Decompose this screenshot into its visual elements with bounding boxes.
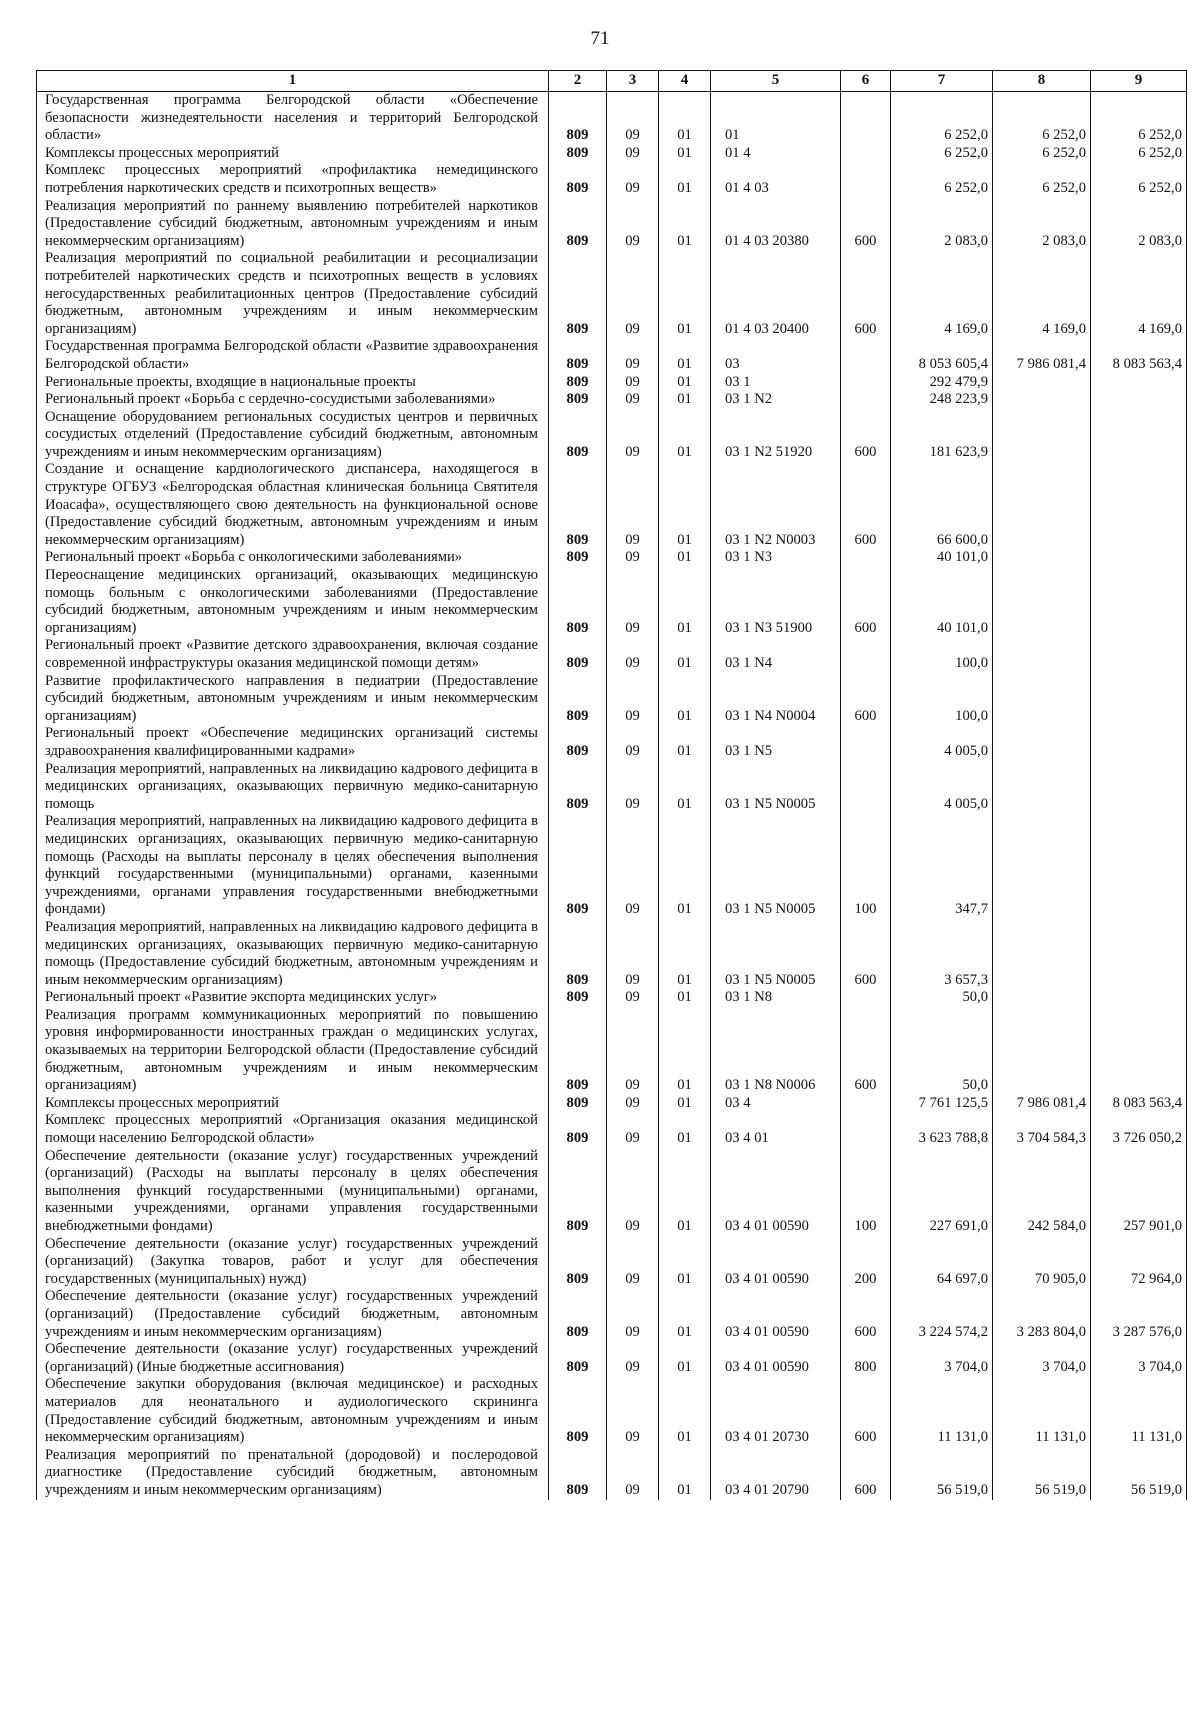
admin-code-cell: 809: [549, 145, 607, 163]
table-row: [37, 761, 1187, 814]
column-header: 5: [711, 71, 841, 92]
column-header: 7: [891, 71, 993, 92]
section-code-cell: 09: [607, 761, 659, 814]
table-row: [37, 673, 1187, 726]
amount-col-9-cell: [1091, 409, 1187, 462]
expense-type-code-cell: [841, 338, 891, 373]
expense-type-code-cell: [841, 391, 891, 409]
table-row: [37, 1341, 1187, 1376]
subsection-code-cell: 01: [659, 92, 711, 145]
section-code-cell: 09: [607, 162, 659, 197]
amount-col-9-cell: 3 287 576,0: [1091, 1288, 1187, 1341]
amount-col-9-cell: [1091, 461, 1187, 549]
amount-col-9-cell: 257 901,0: [1091, 1148, 1187, 1236]
subsection-code-cell: 01: [659, 374, 711, 392]
amount-col-8-cell: [993, 391, 1091, 409]
amount-col-7-cell: 100,0: [891, 673, 993, 726]
admin-code-cell: 809: [549, 989, 607, 1007]
target-item-code-cell: 01 4: [711, 145, 841, 163]
row-name-cell: Региональный проект «Развитие экспорта медицинских услуг»: [37, 989, 549, 1007]
amount-col-7-cell: 6 252,0: [891, 92, 993, 145]
row-name-cell: Реализация мероприятий по пренатальной (дородовой) и послеродовой диагностике (Предоставление субсидий бюджетным, автономным учреждениям и иным некоммерческим организациям): [37, 1447, 549, 1500]
amount-col-7-cell: 100,0: [891, 637, 993, 672]
admin-code-cell: 809: [549, 250, 607, 338]
amount-col-7-cell: 347,7: [891, 813, 993, 919]
row-name-cell: Обеспечение деятельности (оказание услуг) государственных учреждений (организаций) (Предоставление субсидий бюджетным, автономным учреждениям и иным некоммерческим организациям): [37, 1288, 549, 1341]
admin-code-cell: 809: [549, 1148, 607, 1236]
amount-col-7-cell: 40 101,0: [891, 549, 993, 567]
target-item-code-cell: 03 1 N5 N0005: [711, 813, 841, 919]
amount-col-8-cell: 242 584,0: [993, 1148, 1091, 1236]
subsection-code-cell: 01: [659, 391, 711, 409]
table-row: [37, 374, 1187, 392]
subsection-code-cell: 01: [659, 1236, 711, 1289]
target-item-code-cell: 03 1 N5: [711, 725, 841, 760]
row-name-cell: Реализация мероприятий, направленных на ликвидацию кадрового дефицита в медицинских организациях, оказывающих первичную медико-санитарную помощь (Предоставление субсидий бюджетным, автономным учреждениям и иным некоммерческим организациям): [37, 919, 549, 989]
amount-col-8-cell: 3 704 584,3: [993, 1112, 1091, 1147]
table-row: [37, 989, 1187, 1007]
amount-col-8-cell: [993, 549, 1091, 567]
amount-col-8-cell: 6 252,0: [993, 92, 1091, 145]
amount-col-8-cell: [993, 761, 1091, 814]
budget-table: [36, 70, 1187, 1500]
row-name-cell: Обеспечение деятельности (оказание услуг) государственных учреждений (организаций) (Расходы на выплаты персоналу в целях обеспечения выполнения функций государственными (муниципальными) органами, казенными учреждениями, органами управления государственными внебюджетными фондами): [37, 1148, 549, 1236]
subsection-code-cell: 01: [659, 549, 711, 567]
amount-col-9-cell: [1091, 919, 1187, 989]
column-header: 2: [549, 71, 607, 92]
table-row: [37, 92, 1187, 145]
row-name-cell: Реализация мероприятий, направленных на ликвидацию кадрового дефицита в медицинских организациях, оказывающих первичную медико-санитарную помощь: [37, 761, 549, 814]
table-row: [37, 1236, 1187, 1289]
admin-code-cell: 809: [549, 162, 607, 197]
amount-col-9-cell: 11 131,0: [1091, 1376, 1187, 1446]
subsection-code-cell: 01: [659, 1288, 711, 1341]
row-name-cell: Комплексы процессных мероприятий: [37, 1095, 549, 1113]
amount-col-8-cell: [993, 461, 1091, 549]
amount-col-8-cell: [993, 1007, 1091, 1095]
expense-type-code-cell: [841, 1112, 891, 1147]
target-item-code-cell: 03 4: [711, 1095, 841, 1113]
expense-type-code-cell: 200: [841, 1236, 891, 1289]
column-header: 4: [659, 71, 711, 92]
row-name-cell: Региональный проект «Обеспечение медицинских организаций системы здравоохранения квалифицированными кадрами»: [37, 725, 549, 760]
amount-col-7-cell: 11 131,0: [891, 1376, 993, 1446]
admin-code-cell: 809: [549, 673, 607, 726]
target-item-code-cell: 03 1 N4 N0004: [711, 673, 841, 726]
subsection-code-cell: 01: [659, 145, 711, 163]
admin-code-cell: 809: [549, 409, 607, 462]
row-name-cell: Обеспечение закупки оборудования (включая медицинское) и расходных материалов для неонатального и аудиологического скрининга (Предоставление субсидий бюджетным, автономным учреждениям и иным некоммерческим организациям): [37, 1376, 549, 1446]
amount-col-7-cell: 292 479,9: [891, 374, 993, 392]
admin-code-cell: 809: [549, 1447, 607, 1500]
section-code-cell: 09: [607, 1236, 659, 1289]
admin-code-cell: 809: [549, 1095, 607, 1113]
target-item-code-cell: 03 1 N5 N0005: [711, 761, 841, 814]
amount-col-8-cell: 6 252,0: [993, 145, 1091, 163]
amount-col-7-cell: 56 519,0: [891, 1447, 993, 1500]
admin-code-cell: 809: [549, 1288, 607, 1341]
row-name-cell: Реализация мероприятий, направленных на ликвидацию кадрового дефицита в медицинских организациях, оказывающих первичную медико-санитарную помощь (Расходы на выплаты персоналу в целях обеспечения выполнения функций государственными (муниципальными) органами, казенными учреждениями, органами управления государственными внебюджетными фондами): [37, 813, 549, 919]
amount-col-8-cell: 7 986 081,4: [993, 338, 1091, 373]
column-header: 3: [607, 71, 659, 92]
amount-col-8-cell: 4 169,0: [993, 250, 1091, 338]
expense-type-code-cell: [841, 374, 891, 392]
expense-type-code-cell: 600: [841, 1376, 891, 1446]
amount-col-8-cell: 11 131,0: [993, 1376, 1091, 1446]
admin-code-cell: 809: [549, 1341, 607, 1376]
amount-col-7-cell: 227 691,0: [891, 1148, 993, 1236]
row-name-cell: Оснащение оборудованием региональных сосудистых центров и первичных сосудистых отделений (Предоставление субсидий бюджетным, автономным учреждениям и иным некоммерческим организациям): [37, 409, 549, 462]
table-row: [37, 162, 1187, 197]
amount-col-8-cell: [993, 919, 1091, 989]
row-name-cell: Региональный проект «Борьба с сердечно-сосудистыми заболеваниями»: [37, 391, 549, 409]
amount-col-8-cell: 3 704,0: [993, 1341, 1091, 1376]
section-code-cell: 09: [607, 1288, 659, 1341]
expense-type-code-cell: [841, 637, 891, 672]
subsection-code-cell: 01: [659, 761, 711, 814]
column-header: 8: [993, 71, 1091, 92]
admin-code-cell: 809: [549, 725, 607, 760]
expense-type-code-cell: 600: [841, 919, 891, 989]
column-header: 6: [841, 71, 891, 92]
section-code-cell: 09: [607, 409, 659, 462]
subsection-code-cell: 01: [659, 919, 711, 989]
admin-code-cell: 809: [549, 549, 607, 567]
amount-col-7-cell: 50,0: [891, 1007, 993, 1095]
target-item-code-cell: 01 4 03: [711, 162, 841, 197]
expense-type-code-cell: 600: [841, 1447, 891, 1500]
row-name-cell: Обеспечение деятельности (оказание услуг) государственных учреждений (организаций) (Закупка товаров, работ и услуг для обеспечения государственных (муниципальных) нужд): [37, 1236, 549, 1289]
amount-col-7-cell: 248 223,9: [891, 391, 993, 409]
section-code-cell: 09: [607, 1112, 659, 1147]
admin-code-cell: 809: [549, 761, 607, 814]
target-item-code-cell: 01 4 03 20400: [711, 250, 841, 338]
target-item-code-cell: 03 1 N2: [711, 391, 841, 409]
target-item-code-cell: 03 1 N5 N0005: [711, 919, 841, 989]
expense-type-code-cell: [841, 549, 891, 567]
target-item-code-cell: 03 1 N8: [711, 989, 841, 1007]
target-item-code-cell: 03 4 01 00590: [711, 1341, 841, 1376]
amount-col-8-cell: 3 283 804,0: [993, 1288, 1091, 1341]
subsection-code-cell: 01: [659, 813, 711, 919]
section-code-cell: 09: [607, 391, 659, 409]
expense-type-code-cell: 600: [841, 673, 891, 726]
expense-type-code-cell: [841, 725, 891, 760]
subsection-code-cell: 01: [659, 250, 711, 338]
table-body: [37, 92, 1187, 1500]
expense-type-code-cell: [841, 145, 891, 163]
subsection-code-cell: 01: [659, 1341, 711, 1376]
row-name-cell: Региональные проекты, входящие в национальные проекты: [37, 374, 549, 392]
admin-code-cell: 809: [549, 567, 607, 637]
amount-col-9-cell: [1091, 391, 1187, 409]
amount-col-9-cell: [1091, 637, 1187, 672]
amount-col-7-cell: 8 053 605,4: [891, 338, 993, 373]
amount-col-8-cell: 6 252,0: [993, 162, 1091, 197]
amount-col-7-cell: 40 101,0: [891, 567, 993, 637]
table-row: [37, 1447, 1187, 1500]
amount-col-7-cell: 6 252,0: [891, 145, 993, 163]
amount-col-8-cell: [993, 374, 1091, 392]
target-item-code-cell: 01: [711, 92, 841, 145]
row-name-cell: Реализация мероприятий по раннему выявлению потребителей наркотиков (Предоставление субсидий бюджетным, автономным учреждениям и иным некоммерческим организациям): [37, 198, 549, 251]
section-code-cell: 09: [607, 673, 659, 726]
subsection-code-cell: 01: [659, 1447, 711, 1500]
expense-type-code-cell: [841, 989, 891, 1007]
amount-col-9-cell: 6 252,0: [1091, 92, 1187, 145]
amount-col-7-cell: 3 657,3: [891, 919, 993, 989]
expense-type-code-cell: 600: [841, 567, 891, 637]
amount-col-8-cell: [993, 813, 1091, 919]
row-name-cell: Развитие профилактического направления в педиатрии (Предоставление субсидий бюджетным, автономным учреждениям и иным некоммерческим организациям): [37, 673, 549, 726]
target-item-code-cell: 03 1 N3: [711, 549, 841, 567]
section-code-cell: 09: [607, 1095, 659, 1113]
amount-col-8-cell: [993, 673, 1091, 726]
expense-type-code-cell: 800: [841, 1341, 891, 1376]
table-row: [37, 1112, 1187, 1147]
amount-col-7-cell: 66 600,0: [891, 461, 993, 549]
amount-col-9-cell: [1091, 1007, 1187, 1095]
subsection-code-cell: 01: [659, 198, 711, 251]
section-code-cell: 09: [607, 549, 659, 567]
target-item-code-cell: 03 4 01 20730: [711, 1376, 841, 1446]
admin-code-cell: 809: [549, 92, 607, 145]
subsection-code-cell: 01: [659, 1376, 711, 1446]
column-header: 9: [1091, 71, 1187, 92]
subsection-code-cell: 01: [659, 162, 711, 197]
amount-col-8-cell: [993, 989, 1091, 1007]
table-row: [37, 1288, 1187, 1341]
expense-type-code-cell: 600: [841, 250, 891, 338]
row-name-cell: Государственная программа Белгородской области «Развитие здравоохранения Белгородской области»: [37, 338, 549, 373]
header-row: [37, 71, 1187, 92]
amount-col-9-cell: 3 704,0: [1091, 1341, 1187, 1376]
amount-col-7-cell: 3 623 788,8: [891, 1112, 993, 1147]
target-item-code-cell: 03 1 N3 51900: [711, 567, 841, 637]
row-name-cell: Комплексы процессных мероприятий: [37, 145, 549, 163]
table-row: [37, 198, 1187, 251]
section-code-cell: 09: [607, 567, 659, 637]
target-item-code-cell: 03 1 N2 N0003: [711, 461, 841, 549]
section-code-cell: 09: [607, 1376, 659, 1446]
admin-code-cell: 809: [549, 813, 607, 919]
table-row: [37, 391, 1187, 409]
section-code-cell: 09: [607, 989, 659, 1007]
expense-type-code-cell: 600: [841, 198, 891, 251]
subsection-code-cell: 01: [659, 637, 711, 672]
row-name-cell: Обеспечение деятельности (оказание услуг) государственных учреждений (организаций) (Иные бюджетные ассигнования): [37, 1341, 549, 1376]
amount-col-9-cell: 8 083 563,4: [1091, 1095, 1187, 1113]
expense-type-code-cell: 600: [841, 409, 891, 462]
section-code-cell: 09: [607, 725, 659, 760]
admin-code-cell: 809: [549, 1236, 607, 1289]
column-header: 1: [37, 71, 549, 92]
section-code-cell: 09: [607, 198, 659, 251]
admin-code-cell: 809: [549, 1376, 607, 1446]
amount-col-9-cell: 72 964,0: [1091, 1236, 1187, 1289]
table-row: [37, 461, 1187, 549]
target-item-code-cell: 03 1 N8 N0006: [711, 1007, 841, 1095]
table-row: [37, 549, 1187, 567]
table-row: [37, 813, 1187, 919]
section-code-cell: 09: [607, 1007, 659, 1095]
expense-type-code-cell: [841, 1095, 891, 1113]
table-row: [37, 1095, 1187, 1113]
amount-col-8-cell: 7 986 081,4: [993, 1095, 1091, 1113]
amount-col-9-cell: 56 519,0: [1091, 1447, 1187, 1500]
amount-col-9-cell: [1091, 989, 1187, 1007]
table-row: [37, 1376, 1187, 1446]
amount-col-8-cell: 70 905,0: [993, 1236, 1091, 1289]
target-item-code-cell: 03 4 01 20790: [711, 1447, 841, 1500]
expense-type-code-cell: [841, 92, 891, 145]
amount-col-9-cell: [1091, 761, 1187, 814]
section-code-cell: 09: [607, 250, 659, 338]
section-code-cell: 09: [607, 1148, 659, 1236]
section-code-cell: 09: [607, 145, 659, 163]
amount-col-9-cell: [1091, 374, 1187, 392]
admin-code-cell: 809: [549, 198, 607, 251]
amount-col-9-cell: 8 083 563,4: [1091, 338, 1187, 373]
table-row: [37, 1148, 1187, 1236]
table-row: [37, 250, 1187, 338]
table-row: [37, 1007, 1187, 1095]
expense-type-code-cell: [841, 761, 891, 814]
row-name-cell: Создание и оснащение кардиологического диспансера, находящегося в структуре ОГБУЗ «Белгородская областная клиническая больница Святителя Иоасафа», осуществляющего свою деятельность на функциональной основе (Предоставление субсидий бюджетным, автономным учреждениям и иным некоммерческим организациям): [37, 461, 549, 549]
amount-col-7-cell: 3 224 574,2: [891, 1288, 993, 1341]
section-code-cell: 09: [607, 338, 659, 373]
table-row: [37, 637, 1187, 672]
amount-col-9-cell: [1091, 673, 1187, 726]
amount-col-7-cell: 3 704,0: [891, 1341, 993, 1376]
subsection-code-cell: 01: [659, 567, 711, 637]
admin-code-cell: 809: [549, 391, 607, 409]
amount-col-9-cell: 2 083,0: [1091, 198, 1187, 251]
amount-col-9-cell: 6 252,0: [1091, 145, 1187, 163]
amount-col-7-cell: 6 252,0: [891, 162, 993, 197]
amount-col-8-cell: [993, 567, 1091, 637]
amount-col-9-cell: [1091, 813, 1187, 919]
table-row: [37, 409, 1187, 462]
expense-type-code-cell: 100: [841, 1148, 891, 1236]
admin-code-cell: 809: [549, 1112, 607, 1147]
amount-col-9-cell: [1091, 725, 1187, 760]
section-code-cell: 09: [607, 813, 659, 919]
admin-code-cell: 809: [549, 637, 607, 672]
amount-col-8-cell: [993, 637, 1091, 672]
table-row: [37, 919, 1187, 989]
subsection-code-cell: 01: [659, 1112, 711, 1147]
row-name-cell: Государственная программа Белгородской области «Обеспечение безопасности жизнедеятельности населения и территорий Белгородской области»: [37, 92, 549, 145]
target-item-code-cell: 01 4 03 20380: [711, 198, 841, 251]
expense-type-code-cell: 100: [841, 813, 891, 919]
table-row: [37, 725, 1187, 760]
subsection-code-cell: 01: [659, 673, 711, 726]
amount-col-8-cell: 56 519,0: [993, 1447, 1091, 1500]
subsection-code-cell: 01: [659, 989, 711, 1007]
amount-col-8-cell: [993, 409, 1091, 462]
target-item-code-cell: 03 4 01: [711, 1112, 841, 1147]
subsection-code-cell: 01: [659, 1148, 711, 1236]
row-name-cell: Региональный проект «Борьба с онкологическими заболеваниями»: [37, 549, 549, 567]
target-item-code-cell: 03 4 01 00590: [711, 1288, 841, 1341]
target-item-code-cell: 03: [711, 338, 841, 373]
amount-col-7-cell: 7 761 125,5: [891, 1095, 993, 1113]
amount-col-7-cell: 2 083,0: [891, 198, 993, 251]
amount-col-7-cell: 4 169,0: [891, 250, 993, 338]
row-name-cell: Переоснащение медицинских организаций, оказывающих медицинскую помощь больным с онкологическими заболеваниями (Предоставление субсидий бюджетным, автономным учреждениям и иным некоммерческим организациям): [37, 567, 549, 637]
amount-col-9-cell: 4 169,0: [1091, 250, 1187, 338]
target-item-code-cell: 03 1 N2 51920: [711, 409, 841, 462]
row-name-cell: Комплекс процессных мероприятий «профилактика немедицинского потребления наркотических средств и психотропных веществ»: [37, 162, 549, 197]
expense-type-code-cell: [841, 162, 891, 197]
target-item-code-cell: 03 4 01 00590: [711, 1148, 841, 1236]
admin-code-cell: 809: [549, 1007, 607, 1095]
section-code-cell: 09: [607, 374, 659, 392]
amount-col-7-cell: 64 697,0: [891, 1236, 993, 1289]
amount-col-9-cell: 3 726 050,2: [1091, 1112, 1187, 1147]
section-code-cell: 09: [607, 1341, 659, 1376]
table-row: [37, 145, 1187, 163]
section-code-cell: 09: [607, 461, 659, 549]
page-number: 71: [590, 28, 610, 49]
row-name-cell: Региональный проект «Развитие детского здравоохранения, включая создание современной инфраструктуры оказания медицинской помощи детям»: [37, 637, 549, 672]
section-code-cell: 09: [607, 919, 659, 989]
subsection-code-cell: 01: [659, 1095, 711, 1113]
amount-col-7-cell: 4 005,0: [891, 725, 993, 760]
expense-type-code-cell: 600: [841, 1007, 891, 1095]
admin-code-cell: 809: [549, 374, 607, 392]
admin-code-cell: 809: [549, 919, 607, 989]
row-name-cell: Комплекс процессных мероприятий «Организация оказания медицинской помощи населению Белгородской области»: [37, 1112, 549, 1147]
admin-code-cell: 809: [549, 461, 607, 549]
subsection-code-cell: 01: [659, 409, 711, 462]
expense-type-code-cell: 600: [841, 1288, 891, 1341]
target-item-code-cell: 03 1: [711, 374, 841, 392]
admin-code-cell: 809: [549, 338, 607, 373]
subsection-code-cell: 01: [659, 1007, 711, 1095]
row-name-cell: Реализация программ коммуникационных мероприятий по повышению уровня информированности иностранных граждан о медицинских услугах, оказываемых на территории Белгородской области (Предоставление субсидий бюджетным, автономным учреждениям и иным некоммерческим организациям): [37, 1007, 549, 1095]
amount-col-9-cell: [1091, 567, 1187, 637]
section-code-cell: 09: [607, 1447, 659, 1500]
amount-col-9-cell: 6 252,0: [1091, 162, 1187, 197]
subsection-code-cell: 01: [659, 725, 711, 760]
amount-col-8-cell: [993, 725, 1091, 760]
section-code-cell: 09: [607, 637, 659, 672]
subsection-code-cell: 01: [659, 338, 711, 373]
table-row: [37, 567, 1187, 637]
table-row: [37, 338, 1187, 373]
target-item-code-cell: 03 4 01 00590: [711, 1236, 841, 1289]
expense-type-code-cell: 600: [841, 461, 891, 549]
amount-col-7-cell: 4 005,0: [891, 761, 993, 814]
amount-col-7-cell: 50,0: [891, 989, 993, 1007]
amount-col-8-cell: 2 083,0: [993, 198, 1091, 251]
section-code-cell: 09: [607, 92, 659, 145]
target-item-code-cell: 03 1 N4: [711, 637, 841, 672]
amount-col-7-cell: 181 623,9: [891, 409, 993, 462]
amount-col-9-cell: [1091, 549, 1187, 567]
subsection-code-cell: 01: [659, 461, 711, 549]
row-name-cell: Реализация мероприятий по социальной реабилитации и ресоциализации потребителей наркотических средств и психотропных веществ в условиях негосударственных реабилитационных центров (Предоставление субсидий бюджетным, автономным учреждениям и иным некоммерческим организациям): [37, 250, 549, 338]
